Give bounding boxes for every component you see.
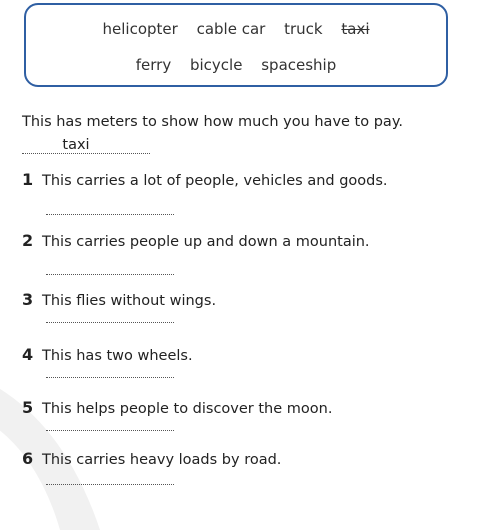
word-bicycle: bicycle: [189, 56, 243, 74]
word-helicopter: helicopter: [102, 20, 178, 38]
question-text: This carries a lot of people, vehicles and goods.: [42, 173, 388, 189]
question-text: This flies without wings.: [42, 293, 217, 309]
question-5: [22, 398, 332, 417]
question-number: 2: [22, 231, 34, 250]
question-text: This has two wheels.: [42, 348, 193, 364]
question-text: This carries heavy loads by road.: [42, 452, 282, 468]
answer-line-3[interactable]: [46, 322, 174, 323]
question-number: 5: [22, 398, 34, 417]
word-taxi-crossed-out: taxi: [341, 20, 370, 38]
word-box: [24, 3, 448, 87]
word-ferry: ferry: [135, 56, 172, 74]
question-text: This helps people to discover the moon.: [42, 401, 333, 417]
question-text: This carries people up and down a mountain.: [42, 234, 370, 250]
question-number: 6: [22, 449, 34, 468]
answer-line-2[interactable]: [46, 274, 174, 275]
word-row-2: [26, 56, 446, 74]
question-number: 4: [22, 345, 34, 364]
answer-line-6[interactable]: [46, 484, 174, 485]
example-answer-line: [22, 136, 150, 154]
answer-line-5[interactable]: [46, 430, 174, 431]
word-spaceship: spaceship: [261, 56, 337, 74]
example-sentence: This has meters to show how much you have to pay.: [22, 114, 403, 130]
question-1: [22, 170, 388, 189]
question-3: [22, 290, 216, 309]
question-2: [22, 231, 370, 250]
word-cable-car: cable car: [196, 20, 266, 38]
word-truck: truck: [284, 20, 323, 38]
question-number: 3: [22, 290, 34, 309]
answer-line-1[interactable]: [46, 214, 174, 215]
answer-line-4[interactable]: [46, 377, 174, 378]
question-6: [22, 449, 281, 468]
example-answer: taxi: [62, 137, 90, 153]
word-row-1: [26, 20, 446, 38]
question-4: [22, 345, 193, 364]
question-number: 1: [22, 170, 34, 189]
